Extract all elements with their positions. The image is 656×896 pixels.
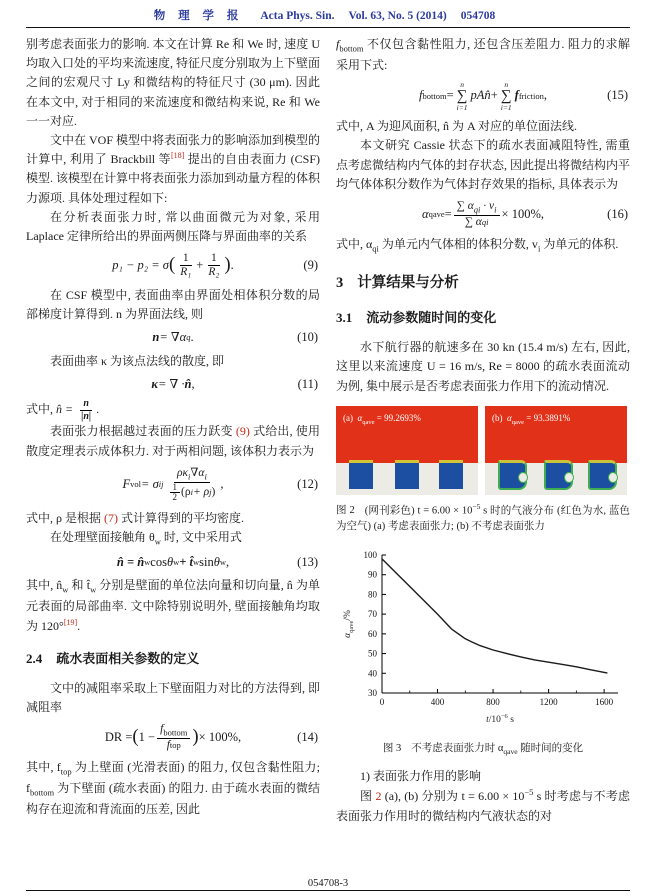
journal-volume: Vol. 63, No. 5 (2014)	[348, 10, 447, 22]
svg-text:400: 400	[430, 696, 445, 707]
equation-9: p₁ − p₂ = σ ( $\frac{1}{\text{R₁}}$ + $\frac{1}{\text{R₂}}$ ) . (9)	[112, 252, 318, 279]
paragraph: 别考虑表面张力的影响. 本文在计算 Re 和 We 时, 速度 U 均取入口处的平均来流速度, 特征尺度分别取为上下壁面之间的宏观尺寸 Ly 和微结构的特征尺寸 (30 μm). 因此在本文中, 对于相同的来流速度和微结构来说, Re 和 We 一一对应.	[26, 37, 321, 128]
equation-12: F vol = σ ij $\rho\kappa_i\nabla\alpha_i$ $\frac{1}{2}$ (ρ i + ρ j ) , (12)	[122, 466, 318, 503]
equation-11: κ = ∇ · n̂ , (11)	[151, 376, 318, 391]
equation-number: (14)	[297, 729, 318, 744]
svg-text:1600: 1600	[595, 696, 614, 707]
svg-text:1200: 1200	[539, 696, 558, 707]
svg-text:30: 30	[368, 687, 377, 698]
equation-number: (16)	[607, 206, 628, 221]
equation-link-9[interactable]: (9)	[235, 424, 250, 439]
paragraph: 表面曲率 κ 为该点法线的散度, 即	[50, 353, 225, 368]
svg-text:0: 0	[379, 696, 385, 707]
paragraph: $f_{bottom}$ 不仅包含黏性阻力, 还包含压差阻力. 阻力的求解采用下式:	[336, 37, 630, 72]
paragraph: 1) 表面张力作用的影响	[360, 769, 481, 784]
svg-text:40: 40	[368, 668, 377, 679]
air-pocket	[544, 460, 573, 490]
paragraph: 本文研究 Cassie 状态下的疏水表面减阻特性, 需重点考虑微结构内气体的封存状态, 因此提出将微结构内平均气体体积分数作为气体封存效果的指标, 具体表示为	[336, 138, 631, 191]
svg-text:70: 70	[368, 608, 377, 619]
paragraph: 在 CSF 模型中, 表面曲率由界面处相体积分数的局部梯度计算得到. n 为界面法线, 则	[26, 287, 320, 321]
journal-name-en: Acta Phys. Sin.	[260, 10, 335, 22]
figure2-caption: 图 2 (网刊彩色) $t = 6.00 \times 10^{-5}$ s 时的气液分布 (红色为水, 蓝色为空气) (a) 考虑表面张力; (b) 不考虑表面张力	[336, 501, 630, 532]
figure2-panel-b	[485, 406, 627, 495]
page-footer	[26, 877, 630, 891]
equation-number: (15)	[607, 88, 628, 103]
paragraph: 其中, $f_{top}$ 为上壁面 (光滑表面) 的阻力, 仅包含黏性阻力; $f_{bottom}$ 为下壁面 (疏水表面) 的阻力. 由于疏水表面的微结构存在迎流和背流面的压差, 因此	[26, 760, 320, 817]
figure2-panel-a	[336, 406, 478, 495]
air-pocket	[588, 460, 617, 490]
figure-2	[336, 406, 630, 535]
right-column	[336, 35, 630, 826]
paragraph: 表面张力根据越过表面的压力跃变 (9) 式给出, 使用散度定理表示成体积力. 对于两相问题, 该体积力表示为	[26, 424, 320, 458]
air-pocket	[349, 460, 373, 489]
svg-text:100: 100	[363, 549, 377, 560]
paragraph: 文中在 VOF 模型中将表面张力的影响添加到模型的计算中, 利用了 Brackbill 等[18] 提出的自由表面力 (CSF) 模型. 该模型在计算中将表面张力添加到动量方程的体积力源项. 具体处理过程如下:	[26, 132, 321, 205]
article-number: 054708	[460, 10, 496, 22]
equation-number: (13)	[297, 554, 318, 569]
air-pocket	[439, 460, 463, 489]
two-column-body	[0, 28, 656, 826]
equation-number: (10)	[297, 329, 318, 344]
figure-3-chart	[336, 545, 630, 758]
svg-text:80: 80	[368, 589, 377, 600]
air-pocket	[395, 460, 419, 489]
journal-header	[0, 0, 656, 23]
svg-text:90: 90	[368, 569, 377, 580]
y-axis-label: $\alpha_{qave}/\%$	[343, 609, 355, 638]
panel-a-label: (a) $\alpha_{qave} = 99.2693\%$	[343, 412, 421, 426]
svg-text:50: 50	[368, 648, 377, 659]
figure-link-2[interactable]: 2	[375, 789, 382, 804]
panel-b-label: (b) $\alpha_{qave} = 93.3891\%$	[492, 412, 571, 426]
equation-14: DR = ( 1 − $f_{bottom}$ f top ) × 100%, (14)	[104, 722, 318, 752]
section-heading-3: 3 计算结果与分析	[336, 275, 459, 292]
water-region	[336, 406, 478, 463]
svg-text:60: 60	[368, 628, 377, 639]
page-number: 054708-3	[307, 877, 349, 889]
paragraph: 图 2 (a), (b) 分别为 $t = 6.00 \times 10^{-5}$ s 时考虑与不考虑表面张力作用时的微结构内气液状态的对	[336, 787, 630, 823]
air-pocket	[498, 460, 527, 490]
line-chart	[338, 545, 628, 729]
paragraph: 式中, n̂ = $\frac{n}{|n|}$ .	[26, 398, 100, 422]
left-column	[26, 35, 320, 826]
section-heading-3-1: 3.1 流动参数随时间的变化	[336, 310, 497, 326]
equation-10: n = ∇α q . (10)	[152, 329, 318, 344]
paragraph: 水下航行器的航速多在 30 kn (15.4 m/s) 左右, 因此, 这里以来流速度 U = 16 m/s, Re = 8000 的疏水表面流动为例, 集中展示是否考虑表面张力作用下的流动情况.	[336, 340, 630, 393]
svg-text:800: 800	[486, 696, 500, 707]
paragraph: 文中的减阻率采取上下壁面阻力对比的方法得到, 即减阻率	[26, 680, 321, 714]
figure3-caption: 图 3 不考虑表面张力时 $\alpha_{qave}$ 随时间的变化	[382, 742, 584, 757]
water-region	[485, 406, 627, 463]
paragraph: 在分析表面张力时, 常以曲面微元为对象, 采用 Laplace 定律所给出的界面两侧压降与界面曲率的关系	[26, 209, 320, 243]
equation-15: f bottom = n ∑ i=1 pAn̂ + n ∑ i=1 f friction , (15)	[419, 80, 628, 112]
paragraph: 其中, $n̂_w$ 和 $t̂_w$ 分别是壁面的单位法向量和切向量, n̂ 为单元表面的局部曲率. 文中除特别说明外, 壁面接触角均取为 120°[19].	[26, 578, 320, 633]
equation-link-7[interactable]: (7)	[104, 510, 118, 525]
citation-link-19[interactable]: [19]	[63, 617, 78, 627]
paragraph: 在处理壁面接触角 $\theta_w$ 时, 文中采用式	[50, 529, 242, 547]
equation-number: (12)	[297, 476, 318, 491]
equation-13: n̂ = n̂ w cos θ w + t̂ w sin θ w , (13)	[116, 554, 318, 569]
paragraph: 式中, ρ 是根据 (7) 式计算得到的平均密度.	[26, 510, 245, 525]
paragraph: 式中, $\alpha_{qi}$ 为单元内气体相的体积分数, $v_i$ 为单元的体积.	[336, 237, 619, 254]
section-heading-2-4: 2.4 疏水表面相关参数的定义	[26, 650, 200, 666]
equation-16: α qave = ∑ $\alpha_{qi} \cdot v_i$ ∑ α qi × 100%, (16)	[422, 199, 628, 228]
equation-number: (9)	[303, 257, 318, 272]
citation-link-18[interactable]: [18]	[170, 151, 185, 161]
paragraph: 式中, A 为迎风面积, n̂ 为 A 对应的单位面法线.	[336, 119, 578, 134]
journal-name-cn: 物 理 学 报	[153, 10, 244, 22]
x-axis-label: $t/10^{-6}$ s	[486, 712, 514, 725]
equation-number: (11)	[297, 376, 318, 391]
